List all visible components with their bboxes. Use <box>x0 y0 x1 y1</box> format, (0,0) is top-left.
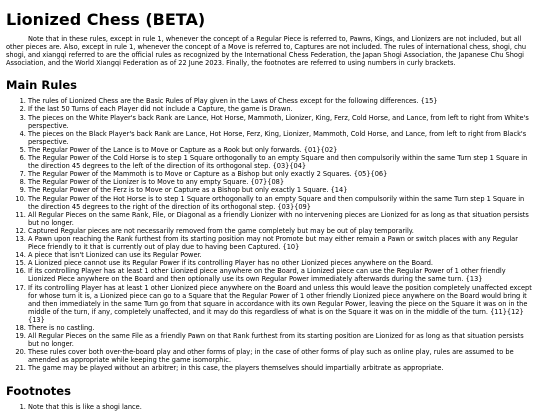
rule-item: 15. A Lionized piece cannot use its Regular Power if its controlling Player has no other Lionized pieces anywhere on the Board. <box>28 259 534 267</box>
rule-item: 21. The game may be played without an arbitrer; in this case, the players themselves should impartially arbitrate as appropriate. <box>28 364 534 372</box>
rule-item: 19. All Regular Pieces on the same File as a friendly Pawn on that Rank furthest from its starting position are Lionized for as long as that situation persists but no longer. <box>28 332 534 348</box>
rule-item: 17. If its controlling Player has at least 1 other Lionized piece anywhere on the Board and unless this would leave the position completely unaffected except for whose turn it is, a Lionized piece can go to a Square that the Regular Power of 1 other friendly Lionized piece anywhere on the Board would bring it and then immediately in the same Turn go from that square in accordance with its own Regular Power, leaving the piece on the Square it was on in the middle of the turn, if any, completely unaffected, and it may do this regardless of what is on the Square it was on in the middle of the turn. {11}{12}{13} <box>28 284 534 324</box>
rule-item: 20. These rules cover both over-the-board play and other forms of play; in the case of other forms of play such as online play, rules are assumed to be amended as appropriate while keeping the game isomorphic. <box>28 348 534 364</box>
rule-item: 5. The Regular Power of the Lance is to Move or Capture as a Rook but only forwards. {01}{02} <box>28 146 534 154</box>
rule-item: 8. The Regular Power of the Lionizer is to Move to any empty Square. {07}{08} <box>28 178 534 186</box>
footnotes-heading: Footnotes <box>6 383 71 398</box>
rule-item: 3. The pieces on the White Player's back Rank are Lance, Hot Horse, Mammoth, Lionizer, King, Ferz, Cold Horse, and Lance, from left to right from White's perspective. <box>28 114 534 130</box>
rule-item: 9. The Regular Power of the Ferz is to Move or Capture as a Bishop but only exactly 1 Square. {14} <box>28 186 534 194</box>
rule-item: 14. A piece that isn't Lionized can use its Regular Power. <box>28 251 534 259</box>
rule-item: 7. The Regular Power of the Mammoth is to Move or Capture as a Bishop but only exactly 2 Squares. {05}{06} <box>28 170 534 178</box>
main-rules-heading: Main Rules <box>6 78 77 93</box>
footnote-item: 1. Note that this is like a shogi lance. <box>28 403 534 411</box>
rule-item: 18. There is no castling. <box>28 324 534 332</box>
rule-item: 1. The rules of Lionized Chess are the Basic Rules of Play given in the Laws of Chess except for the following differences. {15} <box>28 97 534 105</box>
rule-item: 2. If the last 50 Turns of each Player did not include a Capture, the game is Drawn. <box>28 105 534 113</box>
intro-paragraph: Note that in these rules, except in rule 1, whenever the concept of a Regular Piece is referred to, Pawns, Kings, and Lionizers are not included, but all other pieces are. Also, except in rule 1, whenever the concept of a Move is referred to, Captures are not included. The rules of international chess, shogi, chu shogi, and xiangqi referred to are the official rules as recognized by the International Chess Federation, the Japan Shogi Association, the Japanese Chu Shogi Association, and the World Xiangqi Federation as of 22 June 2023. Finally, the footnotes are referred to using numbers in curly brackets. <box>6 35 527 68</box>
footnotes-list <box>6 403 534 411</box>
rule-item: 11. All Regular Pieces on the same Rank, File, or Diagonal as a friendly Lionizer with no intervening pieces are Lionized for as long as that situation persists but no longer. <box>28 211 534 227</box>
rule-item: 10. The Regular Power of the Hot Horse is to step 1 Square orthogonally to an empty Square and then compulsorily within the same Turn step 1 Square in the direction 45 degrees to the right of the direction of its orthogonal step. {03}{09} <box>28 195 534 211</box>
rule-item: 16. If its controlling Player has at least 1 other Lionized piece anywhere on the Board, a Lionized piece can use the Regular Power of 1 other friendly Lionized Piece anywhere on the Board and then optionally use its own Regular Power immediately afterwards during the same turn. {13} <box>28 267 534 283</box>
main-rules-list <box>6 97 534 372</box>
rule-item: 13. A Pawn upon reaching the Rank furthest from its starting position may not Promote but may either remain a Pawn or switch places with any Regular Piece friendly to it that is currently out of play due to having been Captured. {10} <box>28 235 534 251</box>
rule-item: 12. Captured Regular pieces are not necessarily removed from the game completely but may be out of play temporarily. <box>28 227 534 235</box>
rule-item: 4. The pieces on the Black Player's back Rank are Lance, Hot Horse, Ferz, King, Lionizer, Mammoth, Cold Horse, and Lance, from left to right from Black's perspective. <box>28 130 534 146</box>
rule-item: 6. The Regular Power of the Cold Horse is to step 1 Square orthogonally to an empty Square and then compulsorily within the same Turn step 1 Square in the direction 45 degrees to the left of the direction of its orthogonal step. {03}{04} <box>28 154 534 170</box>
page-title: Lionized Chess (BETA) <box>6 10 206 29</box>
